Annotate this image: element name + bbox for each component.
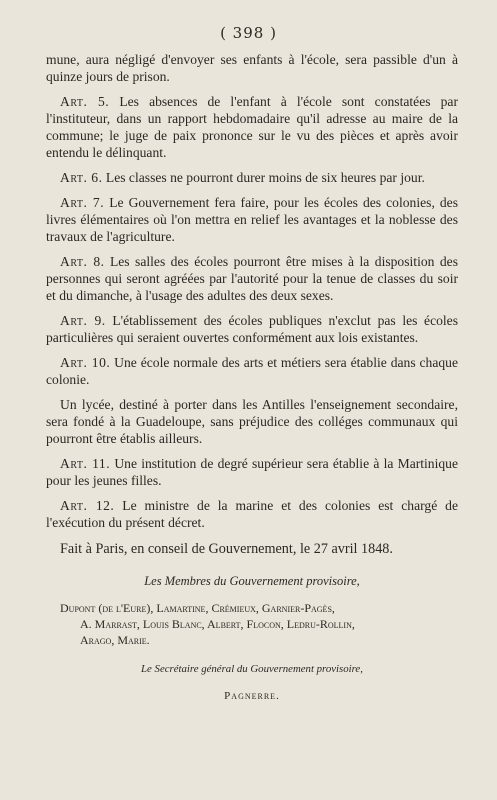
signatories-line: Dupont (de l'Eure), Lamartine, Crémieux, Garnier-Pagès,: [60, 601, 335, 615]
page-number: ( 398 ): [220, 24, 277, 42]
article-5: [46, 93, 458, 161]
article-10-lycee: Un lycée, destiné à porter dans les Antilles l'enseignement secondaire, sera fondé à la Guadeloupe, sans préjudice des colléges communaux qui pourront être établis ailleurs.: [46, 397, 458, 446]
members-title: Les Membres du Gouvernement provisoire,: [144, 574, 360, 588]
decree-text: [46, 51, 458, 705]
article-label: Art. 11.: [60, 456, 111, 471]
article-label: Art. 8.: [60, 254, 105, 269]
article-8: [46, 253, 458, 304]
article-label: Art. 10.: [60, 355, 111, 370]
article-text: Les absences de l'enfant à l'école sont constatées par l'instituteur, dans un rapport hebdomadaire qu'il adresse au maire de la commune; le juge de paix prononce sur le vu des pièces et après avoir entendu le délinquant.: [46, 94, 458, 160]
article-label: Art. 12.: [60, 498, 115, 513]
article-text: L'établissement des écoles publiques n'exclut pas les écoles particulières qui seraient ouvertes conformément aux lois existantes.: [46, 313, 458, 345]
signatories-line: Arago, Marie.: [80, 633, 150, 647]
article-text: Une institution de degré supérieur sera établie à la Martinique pour les jeunes filles.: [46, 456, 459, 488]
article-12: [46, 497, 458, 531]
article-9: [46, 312, 458, 346]
article-text: Les salles des écoles pourront être mises à la disposition des personnes qui seront agréées par l'autorité pour la tenue de classes du soir et du dimanche, à l'usage des adultes des deux sexes.: [46, 254, 458, 303]
signatories-line: A. Marrast, Louis Blanc, Albert, Flocon, Ledru-Rollin,: [80, 617, 355, 631]
secretary-title: Le Secrétaire général du Gouvernement provisoire,: [141, 663, 363, 675]
article-text: Le ministre de la marine et des colonies est chargé de l'exécution du présent décret.: [46, 498, 458, 530]
article-11: [46, 455, 458, 489]
secretary-name: Pagnerre.: [224, 690, 280, 702]
article-10: [46, 354, 458, 388]
article-text: Les classes ne pourront durer moins de six heures par jour.: [105, 170, 425, 185]
article-text: Le Gouvernement fera faire, pour les écoles des colonies, des livres élémentaires où l'on mettra en relief les avantages et la noblesse des travaux de l'agriculture.: [46, 195, 458, 244]
article-7: [46, 194, 458, 245]
article-label: Art. 9.: [60, 313, 106, 328]
article-6: [46, 169, 458, 186]
date-line: Fait à Paris, en conseil de Gouvernement, le 27 avril 1848.: [60, 541, 393, 557]
article-label: Art. 6.: [60, 170, 103, 185]
article-text: Une école normale des arts et métiers sera établie dans chaque colonie.: [46, 355, 458, 387]
article-label: Art. 5.: [60, 94, 110, 109]
article-label: Art. 7.: [60, 195, 105, 210]
paragraph-continuation: mune, aura négligé d'envoyer ses enfants à l'école, sera passible d'un à quinze jours de prison.: [46, 52, 458, 84]
signatories: [46, 600, 458, 648]
